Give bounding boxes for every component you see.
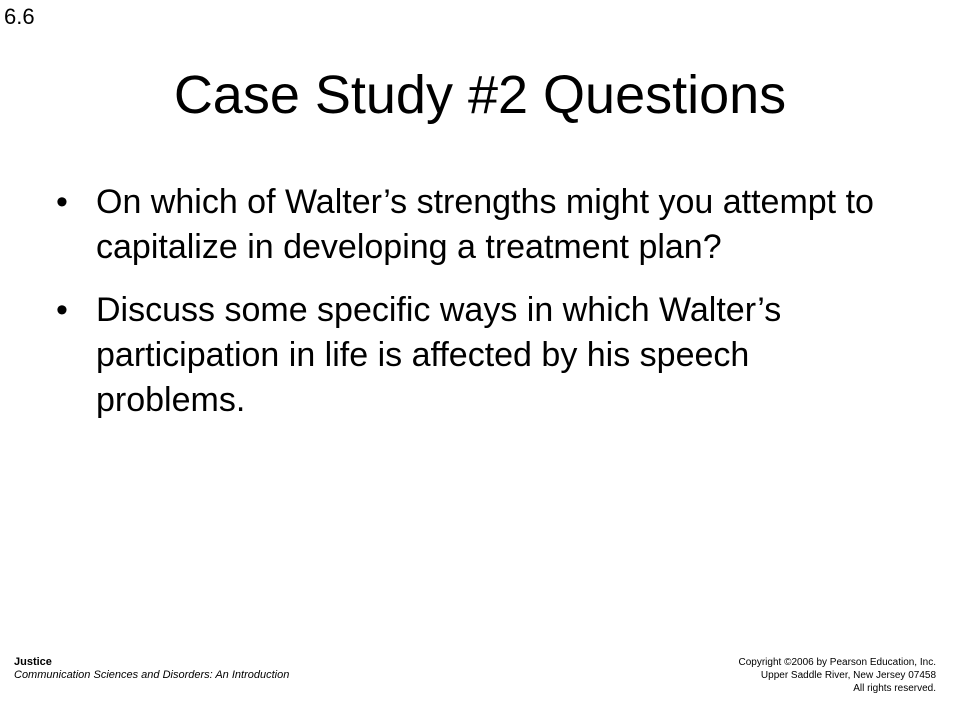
footer-copyright xyxy=(739,656,937,695)
copyright-line-2: Upper Saddle River, New Jersey 07458 xyxy=(760,670,936,681)
bullet-item-2 xyxy=(56,288,906,423)
footer-book-title: Communication Sciences and Disorders: An Introduction xyxy=(14,669,290,681)
slide-title: Case Study #2 Questions xyxy=(173,65,787,125)
bullet-text: On which of Walter’s strengths might you attempt to capitalize in developing a treatment plan? xyxy=(96,183,874,266)
footer-author: Justice xyxy=(14,656,52,668)
copyright-line-1: Copyright ©2006 by Pearson Education, Inc. xyxy=(738,657,936,668)
bullet-icon: • xyxy=(56,183,68,221)
bullet-text: Discuss some specific ways in which Walter’s participation in life is affected by his speech problems. xyxy=(96,291,782,419)
copyright-line-3: All rights reserved. xyxy=(853,683,936,694)
bullet-list xyxy=(56,180,906,441)
slide-number: 6.6 xyxy=(4,4,35,29)
bullet-icon: • xyxy=(56,291,68,329)
footer-book-info xyxy=(14,656,289,682)
bullet-item-1 xyxy=(56,180,906,270)
